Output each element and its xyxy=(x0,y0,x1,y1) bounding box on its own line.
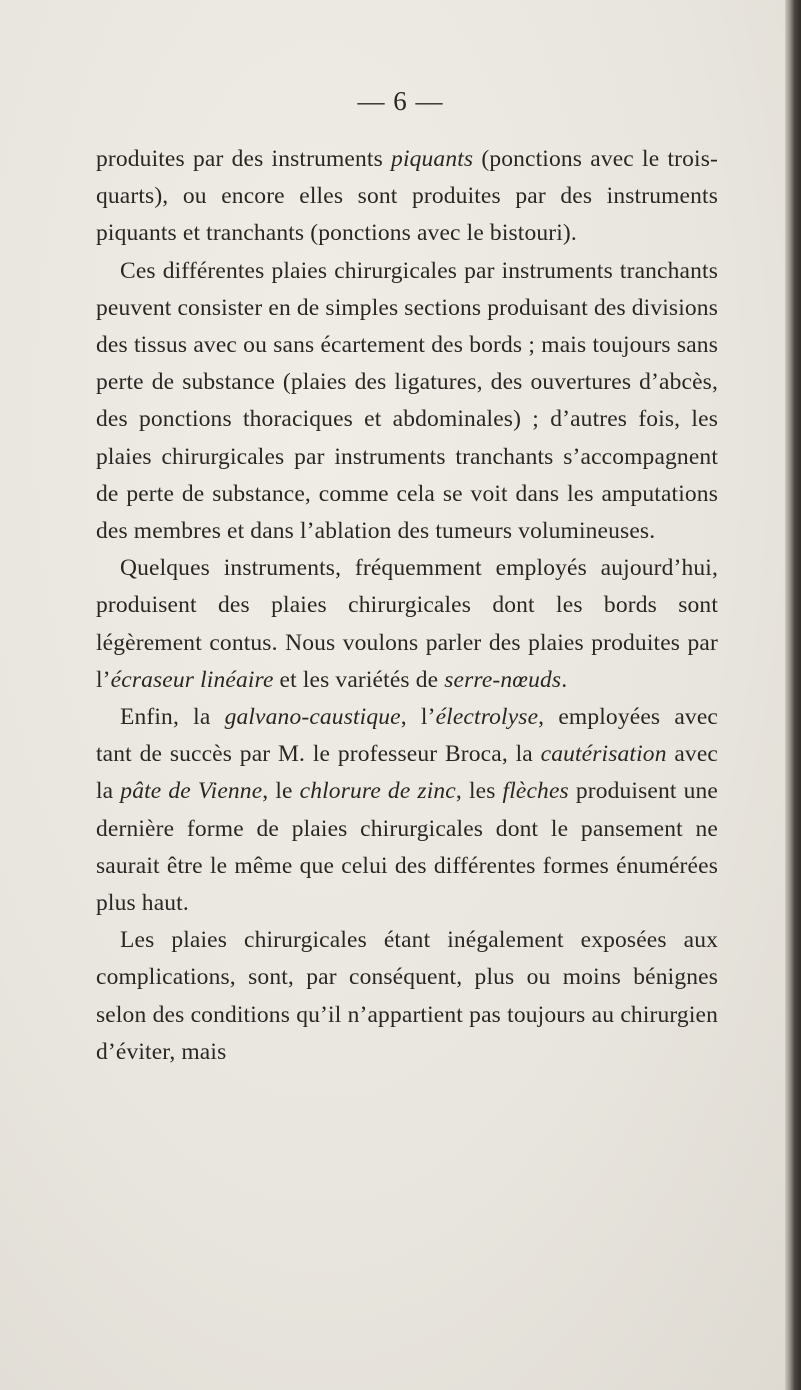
text-run: et les variétés de xyxy=(273,666,445,693)
italic-term: galvano-caustique xyxy=(224,704,401,731)
italic-term: chlorure de zinc xyxy=(299,778,456,805)
text-run: Les plaies chirurgicales étant inégalement exposées aux complications, sont, par conséquent, plus ou moins bénignes selon des conditions qu’il n’appartient pas toujours au chirurgien d’éviter, mais xyxy=(96,927,718,1065)
paragraph xyxy=(96,550,718,699)
text-run: , employées avec tant de succès par M. le professeur Broca, la xyxy=(96,704,718,768)
paragraph xyxy=(96,922,718,1071)
text-run: Ces différentes plaies chirurgicales par instruments tranchants peuvent consister en de simples sections produisant des divisions des tissus avec ou sans écartement des bords ; mais toujours sans perte de substance (plaies des ligatures, des ouvertures d’abcès, des ponctions thoraciques et abdominales) ; d’autres fois, les plaies chirurgicales par instruments tranchants s’accompagnent de perte de substance, comme cela se voit dans les amputations des membres et dans l’ablation des tumeurs volumineuses. xyxy=(96,257,718,545)
italic-term: écraseur linéaire xyxy=(110,666,274,693)
text-run: avec la xyxy=(96,741,718,805)
italic-term: piquants xyxy=(391,146,474,172)
page-edge-shadow xyxy=(785,0,801,1390)
text-run: , l’ xyxy=(400,704,436,731)
text-run: . xyxy=(561,666,568,693)
italic-term: pâte de Vienne xyxy=(120,778,263,805)
text-run: Quelques instruments, fréquemment employés aujourd’hui, produisent des plaies chirurgicales dont les bords sont légèrement contus. Nous voulons parler des plaies produites par l’ xyxy=(96,555,718,693)
text-run: (ponctions avec le trois-quarts), ou encore elles sont produites par des instruments piquants et tranchants (ponctions avec le bistouri). xyxy=(96,146,718,247)
paragraph xyxy=(96,253,718,551)
text-run: , le xyxy=(262,778,300,805)
text-run: , les xyxy=(455,778,503,805)
italic-term: électrolyse xyxy=(435,704,539,731)
text-run: produisent une dernière forme de plaies chirurgicales dont le pansement ne saurait être le même que celui des différentes formes énumérées plus haut. xyxy=(96,778,718,917)
text-run: Enfin, la xyxy=(120,704,225,731)
italic-term: flèches xyxy=(502,778,569,805)
paragraph xyxy=(96,141,718,253)
italic-term: serre-nœuds xyxy=(444,666,562,693)
text-run: produites par des instruments xyxy=(96,146,392,172)
body-text xyxy=(96,141,718,1071)
italic-term: cautérisation xyxy=(540,741,667,768)
page-number: — 6 — xyxy=(357,86,444,116)
paragraph xyxy=(96,699,718,922)
